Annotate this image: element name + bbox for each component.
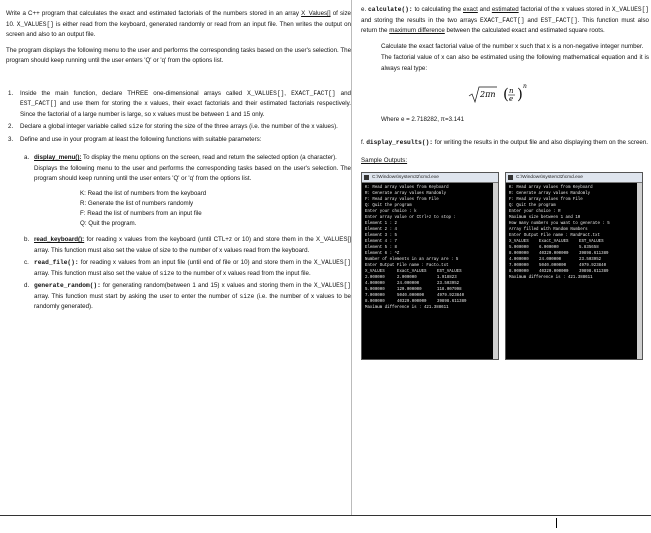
left-column <box>6 0 352 532</box>
constants-note: Where e = 2.718282, π=3.141 <box>381 116 465 123</box>
svg-text:): ) <box>517 85 523 103</box>
menu-option: K: Read the list of numbers from the keyboard <box>80 189 207 197</box>
text-cursor <box>556 518 557 528</box>
function-generate-random: d. generate_random(): for generating random(between 1 and 15) x values and storing them in the X_VALUES[] array. This function must start by asking the user to enter the number of size (i.e. the number of x values to be randomly generated). <box>24 282 351 311</box>
console-output: K: Read array values from Keyboard R: Generate array values Randomly F: Read array values from File Q: Quit the program Enter your choice : R Maximum size between 1 and 10 How many numbers you want to generate : 5 Array filled with Random Numbers Enter Output File name : RandFact.txt X_VALUES Exact_VALUES EST_VALUES 5.000000 6.000000 5.835658 8.000000 40320.000000 39898.611389 4.000000 24.000000 23.503952 7.000000 5040.000000 4979.923840 8.000000 40320.000000 39898.611389 Maximum difference is : 421.388611 <box>506 183 642 284</box>
cmd-icon <box>364 175 369 180</box>
menu-options <box>80 189 351 230</box>
table-row: 8.000000 40320.000000 39898.611389 <box>509 270 609 275</box>
bottom-bar <box>0 515 651 533</box>
table-row: 4.000000 24.000000 23.503952 <box>509 258 602 263</box>
table-row: 7.000000 5040.000000 4979.923840 <box>509 264 607 269</box>
function-calculate: e. calculate(): to calculating the exact and estimated factorial of the x values stored in X_VALUES[] and storing the results in the two arrays EXACT_FACT[] and EST_FACT[]. This function must also return the maximum difference between the calculated exact and estimated square roots. <box>361 6 650 34</box>
table-row: 2.000000 2.000000 1.918823 <box>365 276 457 281</box>
svg-text:2πn: 2πn <box>480 90 496 99</box>
table-row: 5.000000 6.000000 5.835658 <box>509 245 599 250</box>
table-header: X_VALUES Exact_VALUES EST_VALUES <box>365 270 462 275</box>
svg-text:(: ( <box>503 85 509 103</box>
table-header: X_VALUES Exact_VALUES EST_VALUES <box>509 239 604 244</box>
table-row: 8.000000 40320.000000 39898.611389 <box>365 300 467 305</box>
console-titlebar[interactable]: C:\Windows\system32\cmd.exe <box>506 173 642 183</box>
console-max-difference: Maximum difference is : 421.388611 <box>509 276 593 281</box>
console-output: K: Read array values from Keyboard R: Generate array values Randomly F: Read array values from File Q: Quit the program Enter your choice : k Enter array value or Ctrl+z to stop : Element 1 : 2 Element 2 : 4 Element 3 : 5 Element 4 : 7 Element 5 : 8 Element 6 : ^Z Number of elements in an array are : 5 Enter Output File name : Facto.txt X_VALUES Exact_VALUES EST_VALUES 2.000000 2.000000 1.918823 4.000000 24.000000 23.503952 5.000000 120.000000 118.007998 7.000000 5040.000000 4979.923840 8.000000 40320.000000 39898.611389 Maximum difference is : 421.388611 <box>362 183 498 314</box>
menu-description-paragraph: The program displays the following menu to the user and performs the corresponding tasks based on the user's selection. The program should keep running until the user enters 'Q' or 'q' from the options list. <box>6 46 352 64</box>
console-titlebar[interactable]: C:\Windows\system32\cmd.exe <box>362 173 498 183</box>
sample-outputs-heading: Sample Outputs: <box>361 157 408 164</box>
cmd-icon <box>508 175 513 180</box>
intro-paragraph: Write a C++ program that calculates the exact and estimated factorials of the numbers stored in an array X_Values[] of size 10. X_VALUES[] is either read from the keyboard, generated randomly or read from an input file. Then writes the output on screen and also to an output file. <box>6 10 352 38</box>
svg-text:n: n <box>523 83 527 90</box>
functions-list <box>24 153 351 313</box>
step-item: 2. Declare a global integer variable called size for storing the size of the three arrays (i.e. the number of the x values). <box>8 123 338 130</box>
step-item: 3. Define and use in your program at least the following functions with suitable parameters: <box>8 135 262 143</box>
svg-text:n: n <box>509 87 514 95</box>
right-column <box>361 0 649 362</box>
table-row: 7.000000 5040.000000 4979.923840 <box>365 294 465 299</box>
function-read-file: c. read_file(): for reading x values from an input file (until end of file or 10) and store them in the X_VALUES[] array. This function must also set the value of size to the number of x values read from the input file. <box>24 259 351 277</box>
sample-consoles <box>361 172 649 362</box>
table-row: 4.000000 24.000000 23.503952 <box>365 282 460 287</box>
console-window-random[interactable] <box>505 172 643 360</box>
table-row: 5.000000 120.000000 118.007998 <box>365 288 462 293</box>
menu-option: R: Generate the list of numbers randomly <box>80 199 194 207</box>
formula-graphic <box>451 79 561 109</box>
stirling-formula <box>451 79 561 109</box>
function-display-results: f. display_results(): for writing the results in the output file and also displaying them on the screen. <box>361 138 648 146</box>
step-item: 1. Inside the main function, declare THREE one-dimensional arrays called X_VALUES[], EXACT_FACT[] and EST_FACT[] and use them for storing the x values, their exact factorials and their estimated factorials respectively. Since the factorial of a large number is large, so x values must be between 1 and 15 only. <box>8 89 351 118</box>
console-window-keyboard[interactable] <box>361 172 499 360</box>
calc-estimate-note: The factorial value of x can also be estimated using the following mathematical equation and it is always real type: <box>381 54 649 72</box>
svg-text:e: e <box>509 95 514 103</box>
console-scrollbar[interactable] <box>637 183 642 359</box>
table-row: 8.000000 40320.000000 39898.611389 <box>509 252 609 257</box>
function-display-menu: a. display_menu(): To display the menu options on the screen, read and return the selected option (a character). Displays the following menu to the user and performs the corresponding tasks based on the user's selection. The program should keep running until the user enters 'Q' or 'q' from the options list. K: Read the list of numbers from the keyboard R: Generate the list of numbers randomly F: Read the list of numbers from an input file Q: Quit the program. <box>24 153 351 229</box>
calc-exact-note: Calculate the exact factorial value of the number x such that x is a non-negative integer number. <box>381 42 644 50</box>
console-max-difference: Maximum difference is : 421.388611 <box>365 306 449 311</box>
menu-option: F: Read the list of numbers from an input file <box>80 209 202 217</box>
function-read-keyboard: b. read_keyboard(): for reading x values from the keyboard (until CTL+z or 10) and store them in the X_VALUES[] array. This function must also set the value of size to the number of x values read from the keyboard. <box>24 236 351 254</box>
menu-option: Q: Quit the program. <box>80 220 137 228</box>
console-scrollbar[interactable] <box>493 183 498 359</box>
steps-list <box>6 89 351 146</box>
